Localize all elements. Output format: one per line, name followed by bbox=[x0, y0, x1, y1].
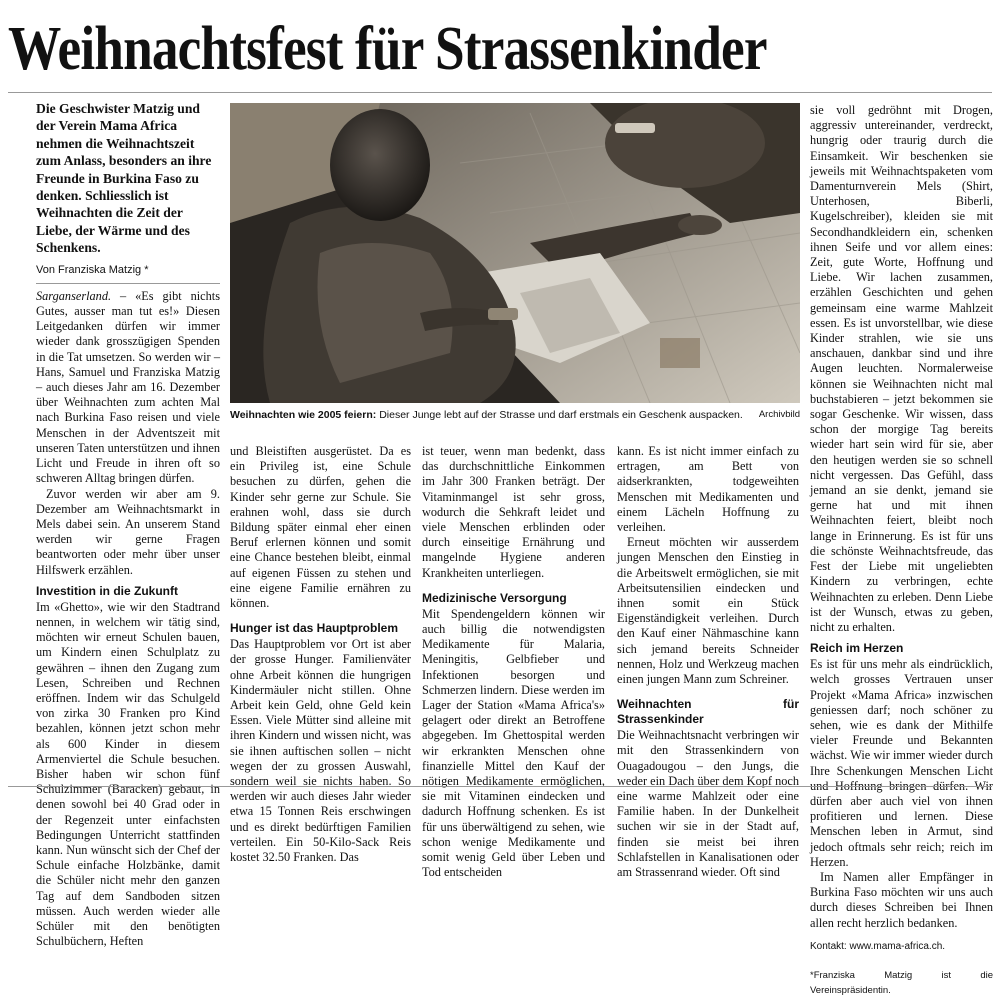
paragraph: und Bleistiften ausgerüstet. Da es ein Privileg ist, eine Schule besuchen zu dürfen, gehen die Kinder sehr gerne zur Schule. Sie erahnen wohl, dass sie durch Bildung später einmal eher einen Beruf erlernen können und somit eine Chance bestehen bleibt, einmal auf eigenen Füssen zu stehen und eine eigene Familie ernähren zu können. bbox=[230, 444, 411, 611]
contact-line: Kontakt: www.mama-africa.ch. bbox=[810, 940, 946, 952]
column-1 bbox=[36, 100, 220, 949]
paragraph-text: – «Es gibt nichts Gutes, ausser man tut es!» Diesen Leitgedanken dürfen wir immer wieder dank grosszügigen Spenden in die Tat umsetzen. So werden wir – Hans, Samuel und Franziska Matzig – auch dieses Jahr am 16. Dezember über Weihnachten zum achten Mal nach Burkina Faso reisen und viele Menschen in der Adventszeit mit unseren Taten unterstützen und ihnen Licht und Freude in ihren oft so schweren Alltag bringen dürfen. bbox=[36, 288, 220, 486]
photo-illustration bbox=[230, 103, 800, 403]
paragraph: Das Hauptproblem vor Ort ist aber der grosse Hunger. Familienväter ohne Arbeit können die hungrigen Kindermäuler nicht stillen. Ohne Arbeit kein Geld, ohne Geld kein Essen. Viele Mütter sind alleine mit ihren Kindern und wissen nicht, was sie ihnen auftischen sollen – nicht wegen der zu grossen Auswahl, sondern weil sie nichts haben. So werden wir auch dieses Jahr wieder etwa 15 Tonnen Reis erschwingen und es direkt bedürftigen Familien verteilen. Ein 50-Kilo-Sack Reis kostet 32.50 Franken. Das bbox=[230, 637, 411, 865]
caption-text: Dieser Junge lebt auf der Strasse und darf erstmals ein Geschenk auspacken. bbox=[376, 409, 743, 421]
paragraph bbox=[36, 289, 220, 487]
subheading: Medizinische Versorgung bbox=[422, 590, 567, 605]
paragraph: Zuvor werden wir aber am 9. Dezember am Weihnachtsmarkt in Mels dabei sein. An unserem Stand werden wir gerne Fragen beantworten oder mehr über unser Hilfswerk erzählen. bbox=[36, 486, 220, 577]
dateline: Sarganserland. bbox=[36, 288, 112, 303]
caption-lead: Weihnachten wie 2005 feiern: bbox=[230, 409, 377, 421]
column-4 bbox=[617, 444, 799, 880]
column-3 bbox=[422, 444, 605, 880]
paragraph: Mit Spendengeldern können wir auch billig die notwendigsten Medikamente für Malaria, Meningitis, Gelbfieber und Infektionen besorgen und Schmerzen lindern. Diese werden im Lager der Station «Mama Africa's» gelagert oder direkt an Betroffene abgegeben. Im Ghettospital werden wir erkrankten Menschen ohne finanzielle Mittel den Kauf der nötigen Medikamente ermöglichen, sie mit Vitaminen eindecken und dadurch Hoffnung schenken. Es ist für uns überwältigend zu sehen, wie schon wenige Medikamente und somit wenig Geld über Leben und Tod entscheiden bbox=[422, 606, 605, 880]
paragraph: Im Namen aller Empfänger in Burkina Faso möchten wir uns auch durch dieses Schreiben bei Ihnen allen recht herzlich bedanken. bbox=[810, 869, 993, 930]
subheading: Weihnachten für Strassenkinder bbox=[617, 697, 799, 727]
author-note: *Franziska Matzig ist die Vereinspräsidentin. bbox=[810, 969, 993, 997]
photo-caption bbox=[230, 405, 800, 425]
paragraph: kann. Es ist nicht immer einfach zu ertragen, am Bett von aidserkrankten, todgeweihten Menschen mit Medikamenten und einem Lächeln Hoffnung zu verleihen. bbox=[617, 444, 799, 535]
byline: Von Franziska Matzig * bbox=[36, 263, 220, 284]
column-2 bbox=[230, 444, 411, 865]
paragraph: Erneut möchten wir ausserdem jungen Menschen den Einstieg in die Arbeitswelt ermöglichen, sie mit Arbeitsutensilien eindecken und ihnen somit ein Stück Eigenständigkeit verleihen. Durch den Kauf einer Nähmaschine kann sich jemand bereits Schneider nennen, Holz und Werkzeug machen einen jungen Mann zum Schreiner. bbox=[617, 535, 799, 687]
subheading: Investition in die Zukunft bbox=[36, 583, 178, 598]
paragraph: Im «Ghetto», wie wir den Stadtrand nennen, in welchem wir tätig sind, möchten wir erneut Schulen bauen, um Kindern einen Schulplatz zu gewähren – ihnen den Zugang zum Lesen, Schreiben und Rechnen eröffnen. Indem wir das Schulgeld von zirka 30 Franken pro Kind bezahlen, können jetzt schon mehr als 600 Kinder in diesem Armenviertel die Schule besuchen. Bisher haben wir schon fünf Schulzimmer (Baracken) gebaut, in denen sowohl bei 40 Grad oder in der Regenzeit unter einfachsten Bedingungen Unterricht stattfinden kann. Nun wünscht sich der Chef der Schule einfache Holzbänke, damit die Schüler nicht mehr den ganzen Tag auf dem Sandboden sitzen müssen. Auch werden wieder alle Schüler mit den benötigten Schulbüchern, Heften bbox=[36, 599, 220, 949]
headline: Weihnachtsfest für Strassenkinder bbox=[8, 15, 767, 83]
paragraph: sie voll gedröhnt mit Drogen, aggressiv untereinander, verdreckt, hungrig oder traurig durch die Einsamkeit. Wir beschenken sie jeweils mit Weihnachtspaketen vom Damenturnverein Mels (Shirt, Unterhosen, Biberli, Kugelschreiber), kleiden sie mit Secondhandkleidern ein, schenken ihnen Seife und vor allem eines: Zeit, gute Worte, Hoffnung und Liebe. Wir lachen zusammen, erzählen Geschichten und gehen gemeinsam eine warme Mahlzeit essen. Es ist unvorstellbar, wie diese Kinder strahlen, wie sie uns anschauen, dankbar sind und ihre Augen leuchten. Normalerweise können sie Weihnachten nicht mal buchstabieren – jetzt bekommen sie sogar Geschenke. Wir wissen, dass schon der morgige Tag bereits wieder hart sein wird für sie, aber den heutigen werden sie so schnell nicht vergessen. Das Gefühl, dass jemand an sie denkt, jemand sie gerne hat und mit ihnen Weihnachten feiert, bleibt noch lange in Erinnerung. Es ist für uns die schönste Weihnachtsfreude, das Fest der Liebe mit ungeliebten Kindern zu verbringen, echte Weihnachten zu erleben. Denn Liebe ist der Wunsch, etwas zu geben, nicht zu erhalten. bbox=[810, 103, 993, 634]
paragraph: Es ist für uns mehr als eindrücklich, welch grosses Vertrauen unser Projekt «Mama Africa» inzwischen geniessen darf; noch schöner zu sehen, wie es dank der Mithilfe vieler Freunde und Bekannten wächst. Wie wir immer wieder durch Ihre Schenkungen Menschen Licht und Hoffnung bringen dürfen. Wir dürfen aber auch viel von ihnen profitieren und lernen. Diese Menschen leben in Armut, sind jedoch oftmals sehr reich; reich im Herzen. bbox=[810, 657, 993, 869]
photo-credit: Archivbild bbox=[758, 409, 800, 420]
subheading: Reich im Herzen bbox=[810, 641, 904, 656]
article-photo bbox=[230, 103, 800, 403]
paragraph: ist teuer, wenn man bedenkt, dass das durchschnittliche Einkommen im Jahr 300 Franken beträgt. Der Vitaminmangel ist sehr gross, wodurch die Sehkraft leidet und viele Menschen erblinden oder durch einseitige Ernährung und mangelnde Hygiene anderen Krankheiten unterliegen. bbox=[422, 444, 605, 580]
subheading: Hunger ist das Hauptproblem bbox=[230, 621, 399, 636]
lead-paragraph: Die Geschwister Matzig und der Verein Mama Africa nehmen die Weihnachtszeit zum Anlass, besonders an ihre Freunde in Burkina Faso zu denken. Schliesslich ist Weihnachten die Zeit der Liebe, der Wärme und des Schenkens. bbox=[36, 101, 212, 256]
bottom-rule bbox=[8, 786, 992, 787]
headline-rule bbox=[8, 92, 992, 93]
paragraph: Die Weihnachtsnacht verbringen wir mit den Strassenkindern von Ouagadougou – den Jungs, die weder ein Dach über dem Kopf noch eine warme Mahlzeit oder eine Familie haben. In der Dunkelheit suchen wir sie in der Stadt auf, finden sie meist bei ihren Schlafstellen in Kanalisationen oder am Strassenrand wieder. Oft sind bbox=[617, 728, 799, 880]
column-5 bbox=[810, 103, 993, 998]
